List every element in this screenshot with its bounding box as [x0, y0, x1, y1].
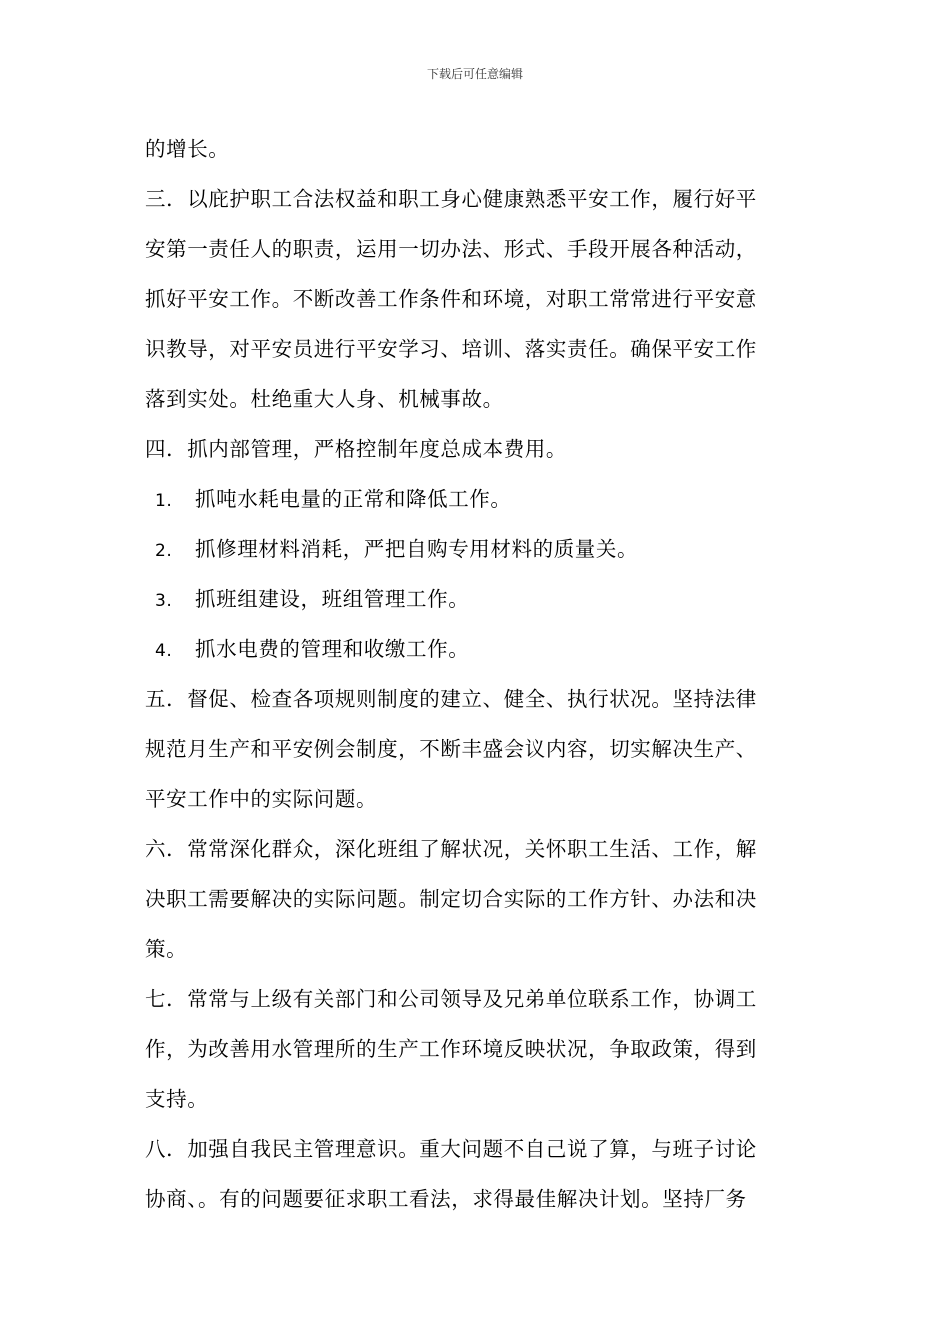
text-line: 支持。 — [145, 1087, 209, 1111]
list-item-number: 2. — [155, 541, 173, 561]
list-item-text: 抓班组建设，班组管理工作。 — [195, 587, 470, 611]
text-line: 决职工需要解决的实际问题。制定切合实际的工作方针、办法和决 — [145, 887, 757, 911]
text-line: 平安工作中的实际问题。 — [145, 787, 378, 811]
list-item-text: 抓水电费的管理和收缴工作。 — [195, 637, 470, 661]
list-item-number: 3. — [155, 591, 173, 611]
list-item-text: 抓修理材料消耗，严把自购专用材料的质量关。 — [195, 537, 639, 561]
text-line: 七．常常与上级有关部门和公司领导及兄弟单位联系工作，协调工 — [145, 987, 757, 1011]
list-item — [145, 474, 815, 524]
text-line: 抓好平安工作。不断改善工作条件和环境，对职工常常进行平安意 — [145, 287, 757, 311]
text-line: 作，为改善用水管理所的生产工作环境反映状况，争取政策，得到 — [145, 1037, 757, 1061]
list-item-number: 4. — [155, 641, 173, 661]
text-line: 协商、。有的问题要征求职工看法，求得最佳解决计划。坚持厂务 — [145, 1187, 747, 1211]
document-body — [145, 124, 815, 1224]
text-line: 四．抓内部管理，严格控制年度总成本费用。 — [145, 437, 567, 461]
list-item — [145, 624, 815, 674]
text-line: 三．以庇护职工合法权益和职工身心健康熟悉平安工作，履行好平 — [145, 187, 757, 211]
text-line: 安第一责任人的职责，运用一切办法、形式、手段开展各种活动， — [145, 237, 757, 261]
list-item — [145, 524, 815, 574]
list-item — [145, 574, 815, 624]
text-line: 八．加强自我民主管理意识。重大问题不自己说了算，与班子讨论 — [145, 1137, 757, 1161]
text-line: 识教导，对平安员进行平安学习、培训、落实责任。确保平安工作 — [145, 337, 757, 361]
list-item-number: 1. — [155, 491, 173, 511]
page-header: 下载后可任意编辑 — [426, 67, 523, 81]
text-line: 六．常常深化群众，深化班组了解状况，关怀职工生活、工作，解 — [145, 837, 757, 861]
text-line: 的增长。 — [145, 137, 230, 161]
text-line: 五．督促、检查各项规则制度的建立、健全、执行状况。坚持法律 — [145, 687, 757, 711]
text-line: 落到实处。杜绝重大人身、机械事故。 — [145, 387, 504, 411]
text-line: 规范月生产和平安例会制度，不断丰盛会议内容，切实解决生产、 — [145, 737, 757, 761]
list-item-text: 抓吨水耗电量的正常和降低工作。 — [195, 487, 512, 511]
text-line: 策。 — [145, 937, 188, 961]
